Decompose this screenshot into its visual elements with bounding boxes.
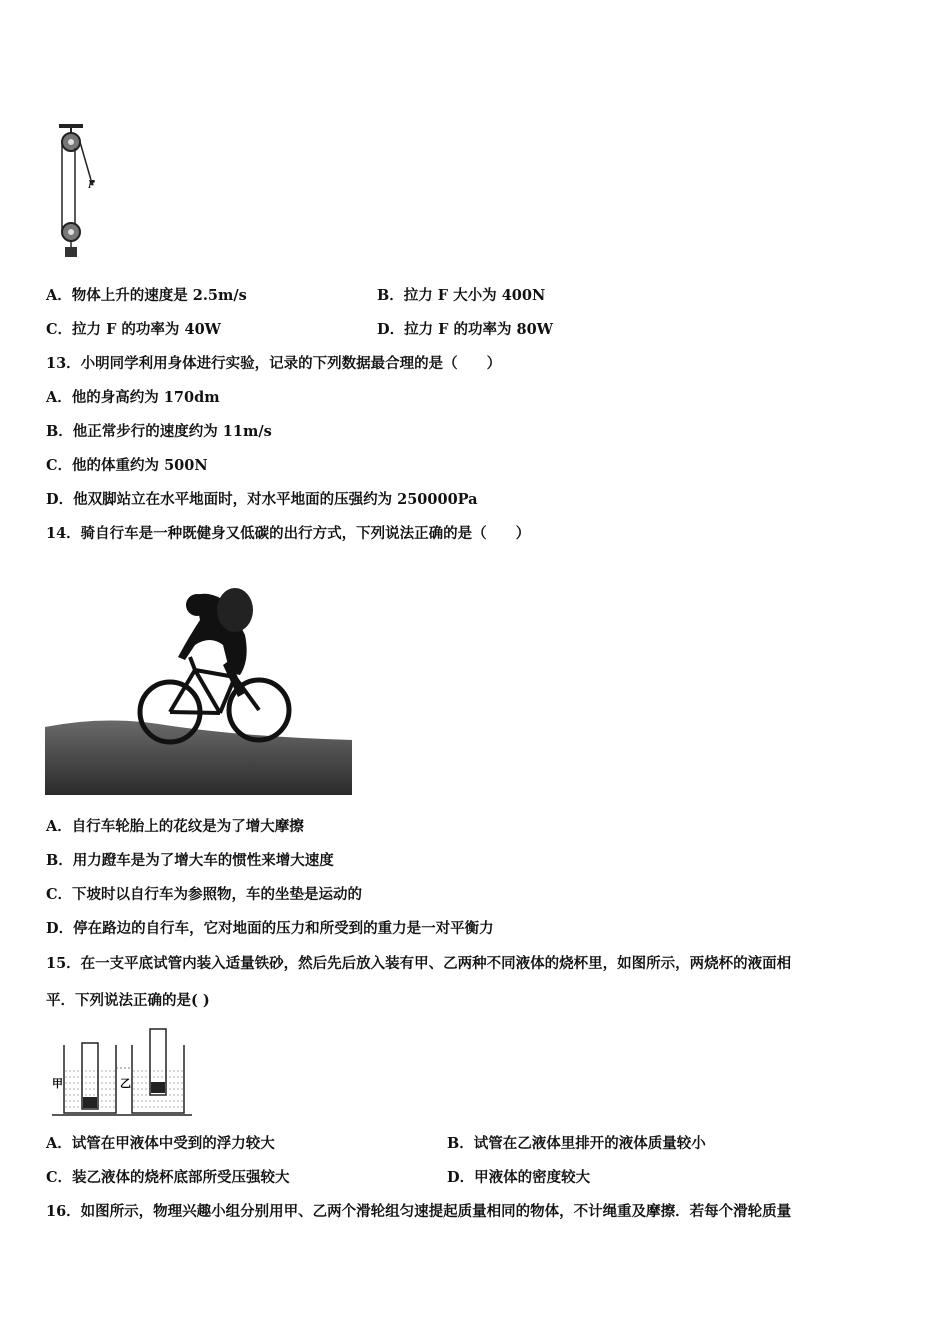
q15-option-b[interactable]: B．试管在乙液体里排开的液体质量较小 [447, 1135, 706, 1152]
q12-option-d[interactable]: D．拉力 F 的功率为 80W [377, 321, 553, 338]
q12-option-a[interactable]: A．物体上升的速度是 2.5m/s [46, 287, 247, 304]
pulley-system-figure [55, 120, 105, 260]
q14-stem: 14．骑自行车是一种既健身又低碳的出行方式，下列说法正确的是（ ） [46, 525, 531, 542]
q14-option-d[interactable]: D．停在路边的自行车，它对地面的压力和所受到的重力是一对平衡力 [46, 920, 494, 937]
label-yi: 乙 [120, 1077, 131, 1090]
force-label: F [88, 179, 95, 191]
q12-option-b[interactable]: B．拉力 F 大小为 400N [377, 287, 546, 304]
q15-stem-line2: 平．下列说法正确的是( ) [46, 992, 210, 1009]
q15-option-d[interactable]: D．甲液体的密度较大 [447, 1169, 591, 1186]
q13-option-b[interactable]: B．他正常步行的速度约为 11m/s [46, 423, 272, 440]
q12-option-c[interactable]: C．拉力 F 的功率为 40W [46, 321, 221, 338]
q15-option-c[interactable]: C．装乙液体的烧杯底部所受压强较大 [46, 1169, 290, 1186]
q14-option-a[interactable]: A．自行车轮胎上的花纹是为了增大摩擦 [46, 818, 304, 835]
q15-stem-line1: 15．在一支平底试管内装入适量铁砂，然后先后放入装有甲、乙两种不同液体的烧杯里，如图所示，两烧杯的液面相 [46, 955, 792, 972]
q14-option-b[interactable]: B．用力蹬车是为了增大车的惯性来增大速度 [46, 852, 334, 869]
beakers-figure [52, 1025, 192, 1120]
q13-option-c[interactable]: C．他的体重约为 500N [46, 457, 208, 474]
q13-option-a[interactable]: A．他的身高约为 170dm [46, 389, 220, 406]
q15-option-a[interactable]: A．试管在甲液体中受到的浮力较大 [46, 1135, 275, 1152]
cyclist-photo [45, 565, 352, 795]
q16-stem: 16．如图所示，物理兴趣小组分别用甲、乙两个滑轮组匀速提起质量相同的物体，不计绳重及摩擦．若每个滑轮质量 [46, 1203, 792, 1220]
q14-option-c[interactable]: C．下坡时以自行车为参照物，车的坐垫是运动的 [46, 886, 363, 903]
q13-stem: 13．小明同学利用身体进行实验，记录的下列数据最合理的是（ ） [46, 355, 502, 372]
q13-option-d[interactable]: D．他双脚站立在水平地面时，对水平地面的压强约为 250000Pa [46, 491, 478, 508]
label-jia: 甲 [52, 1077, 63, 1090]
